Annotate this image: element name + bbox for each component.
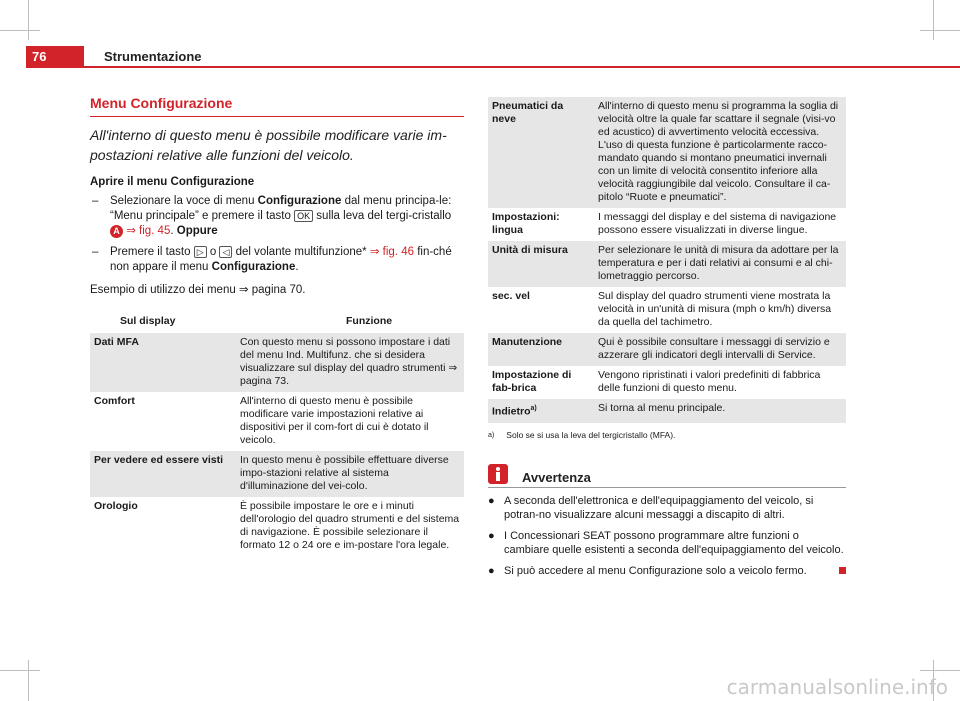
row-label: Dati MFA xyxy=(90,333,236,392)
callout-a-icon: A xyxy=(110,225,123,238)
table-row xyxy=(488,241,846,287)
column-header: Sul display xyxy=(120,315,176,327)
left-column xyxy=(90,96,464,556)
row-text: Si torna al menu principale. xyxy=(594,399,846,423)
row-text: Sul display del quadro strumenti viene mostrata la velocità in un'unità di misura (mph o km/h) diversa da quella del tachimetro. xyxy=(598,290,832,328)
section-intro: All'interno di questo menu è possibile modificare varie im-postazioni relative alle funzioni del veicolo. xyxy=(90,127,447,163)
row-text: I messaggi del display e del sistema di navigazione possono essere visualizzati in diverse lingue. xyxy=(598,211,837,236)
row-label: Orologio xyxy=(94,500,138,512)
table-row xyxy=(90,392,464,451)
row-label: Comfort xyxy=(94,395,135,407)
step-dash: – xyxy=(92,246,99,258)
subheading: Aprire il menu Configurazione xyxy=(90,176,255,188)
footnote-text: Solo se si usa la leva del tergicristallo (MFA). xyxy=(506,429,676,440)
row-label: Indietro$^{a)}$ xyxy=(488,399,594,423)
row-text: Con questo menu si possono impostare i dati del menu Ind. Multifunz. che si desidera visualizzare sul display del quadro strumenti ⇒ pagina 73. xyxy=(236,333,464,392)
warning-rule xyxy=(488,487,846,488)
crop-mark xyxy=(920,670,960,671)
menu-functions-table-continued xyxy=(488,97,846,423)
row-label: Unità di misura xyxy=(488,241,594,287)
row-label: Manutenzione xyxy=(488,333,594,366)
section-title: Menu Configurazione xyxy=(90,95,233,111)
figure-link[interactable]: ⇒ fig. 45 xyxy=(123,225,171,237)
warning-bullet: ● I Concessionari SEAT possono programmare altre funzioni o cambiare quelle esistenti a seconda dell'equipaggiamento del veicolo. xyxy=(488,529,844,556)
crop-mark xyxy=(0,30,40,31)
table-row xyxy=(488,287,846,333)
table-row xyxy=(90,333,464,392)
crop-mark xyxy=(28,0,29,40)
row-text: In questo menu è possibile effettuare diverse impo-stazioni relative al sistema d'illuminazione del vei-colo. xyxy=(236,451,464,497)
menu-functions-table xyxy=(90,312,464,556)
row-text: All'interno di questo menu è possibile modificare varie impostazioni relative ai dispositivi per il com-fort di cui è dotato il veicolo. xyxy=(240,395,429,446)
warning-header xyxy=(488,464,846,484)
bullet-icon: ● xyxy=(488,494,495,507)
row-text: Qui è possibile consultare i messaggi di servizio e azzerare gli indicatori degli intervalli di Service. xyxy=(594,333,846,366)
row-text: Per selezionare le unità di misura da adottare per la temperatura e per i dati relativi ai consumi e al chi-lometraggio percorso. xyxy=(594,241,846,287)
row-label: Per vedere ed essere visti xyxy=(90,451,236,497)
row-label: Impostazioni: lingua xyxy=(492,211,560,236)
right-arrow-key-icon: ▷ xyxy=(194,246,207,258)
step-dash: – xyxy=(92,195,99,207)
figure-link[interactable]: ⇒ fig. 46 xyxy=(369,246,414,258)
chapter-title: Strumentazione xyxy=(104,49,202,64)
bullet-icon: ● xyxy=(488,529,495,542)
table-row xyxy=(90,497,464,556)
row-label: Pneumatici da neve xyxy=(488,97,594,208)
right-column xyxy=(488,97,846,584)
row-text: All'interno di questo menu si programma la soglia di velocità oltre la quale far scattare il segnale (visi-vo ed acustico) di avvertimento velocità eccessiva. L'uso di questa funzione è particolarmente racco-mandato quando si montano pneumatici invernali con un limite di velocità consentito inferiore alla velocità raggiungibile dal veicolo. Consultare il ca-pitolo “Ruote e pneumatici”. xyxy=(594,97,846,208)
row-text: Vengono ripristinati i valori predefiniti di fabbrica delle funzioni di questo menu. xyxy=(598,369,821,394)
footnote-ref: a) xyxy=(530,405,537,412)
crop-mark xyxy=(933,0,934,40)
warning-bullet: ● A seconda dell'elettronica e dell'equipaggiamento del veicolo, si potran-no visualizzare alcuni messaggi a discapito di altri. xyxy=(488,494,814,521)
row-label: sec. vel xyxy=(492,290,530,302)
watermark: carmanualsonline.info xyxy=(726,675,948,699)
table-row xyxy=(488,97,846,208)
column-header: Funzione xyxy=(346,315,393,327)
table-row xyxy=(488,399,846,423)
warning-bullet: ● Si può accedere al menu Configurazione solo a veicolo fermo. xyxy=(488,564,846,579)
page-number: 76 xyxy=(32,49,47,64)
crop-mark xyxy=(28,660,29,701)
instruction-step: – Selezionare la voce di menu Configurazione dal menu principa-le: “Menu principale” e premere il tasto OK sulla leva del tergi-cristallo A ⇒ fig. 45. Oppure xyxy=(92,195,452,237)
instruction-step: – Premere il tasto ▷ o ◁ del volante multifunzione* ⇒ fig. 46 fin-ché non appare il menu Configurazione. xyxy=(92,246,452,273)
info-icon xyxy=(488,464,508,484)
footnote xyxy=(488,429,846,442)
bullet-icon: ● xyxy=(488,564,495,577)
footnote-mark: a) xyxy=(488,430,495,439)
ok-key-icon: OK xyxy=(294,210,313,222)
menu-name: Configurazione xyxy=(211,261,296,273)
table-row xyxy=(488,333,846,366)
table-row xyxy=(488,208,846,241)
example-note: Esempio di utilizzo dei menu ⇒ pagina 70. xyxy=(90,284,306,296)
menu-name: Configurazione xyxy=(257,195,342,207)
warning-title: Avvertenza xyxy=(522,469,591,485)
row-text: È possibile impostare le ore e i minuti dell'orologio del quadro strumenti e del sistema di navigazione. È possibile selezionare il formato 12 o 24 ore e im-postare l'ora legale. xyxy=(240,500,460,551)
table-row xyxy=(488,366,846,399)
header-rule xyxy=(84,66,960,68)
crop-mark xyxy=(920,30,960,31)
end-of-section-icon xyxy=(839,567,846,574)
title-rule xyxy=(90,116,464,117)
table-header-row xyxy=(90,312,464,333)
crop-mark xyxy=(0,670,40,671)
table-row xyxy=(90,451,464,497)
left-arrow-key-icon: ◁ xyxy=(219,246,232,258)
row-label: Impostazione di fab-brica xyxy=(492,369,572,394)
